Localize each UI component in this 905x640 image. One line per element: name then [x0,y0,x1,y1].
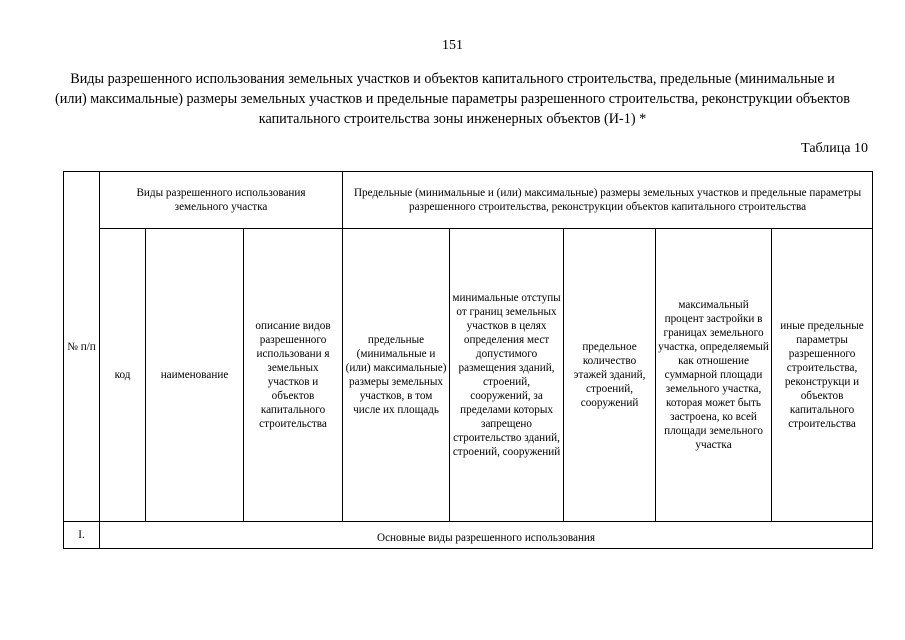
header-name: наименование [146,229,244,522]
header-description: описание видов разрешенного использовани я земельных участков и объектов капитального строительства [244,229,343,522]
page-number: 151 [442,38,463,53]
header-other: иные предельные параметры разрешенного строительства, реконструкци и объектов капитального строительства [772,229,873,522]
header-number: № п/п [64,172,100,522]
header-floors: предельное количество этажей зданий, строений, сооружений [564,229,656,522]
header-group-params: Предельные (минимальные и (или) максимальные) размеры земельных участков и предельные параметры разрешенного строительства, реконструкции объектов капитального строительства [343,172,873,229]
section-title: Основные виды разрешенного использования [100,522,873,549]
header-coverage: максимальный процент застройки в границах земельного участка, определяемый как отношение суммарной площади земельного участка, которая может быть застроена, ко всей площади земельного участка [656,229,772,522]
table-label: Таблица 10 [801,141,868,156]
header-code: код [100,229,146,522]
header-size: предельные (минимальные и (или) максимальные) размеры земельных участков, в том числе их площадь [343,229,450,522]
section-number: I. [64,522,100,549]
land-use-table [63,171,873,549]
header-group-types: Виды разрешенного использования земельного участка [100,172,343,229]
header-setbacks: минимальные отступы от границ земельных участков в целях определения мест допустимого размещения зданий, строений, сооружений, за пределами которых запрещено строительство зданий, строений, сооружений [450,229,564,522]
document-heading: Виды разрешенного использования земельных участков и объектов капитального строительства, предельные (минимальные и (или) максимальные) размеры земельных участков и предельные параметры разрешенного строительства, реконструкции объектов капитального строительства зоны инженерных объектов (И-1) * [55,71,850,127]
